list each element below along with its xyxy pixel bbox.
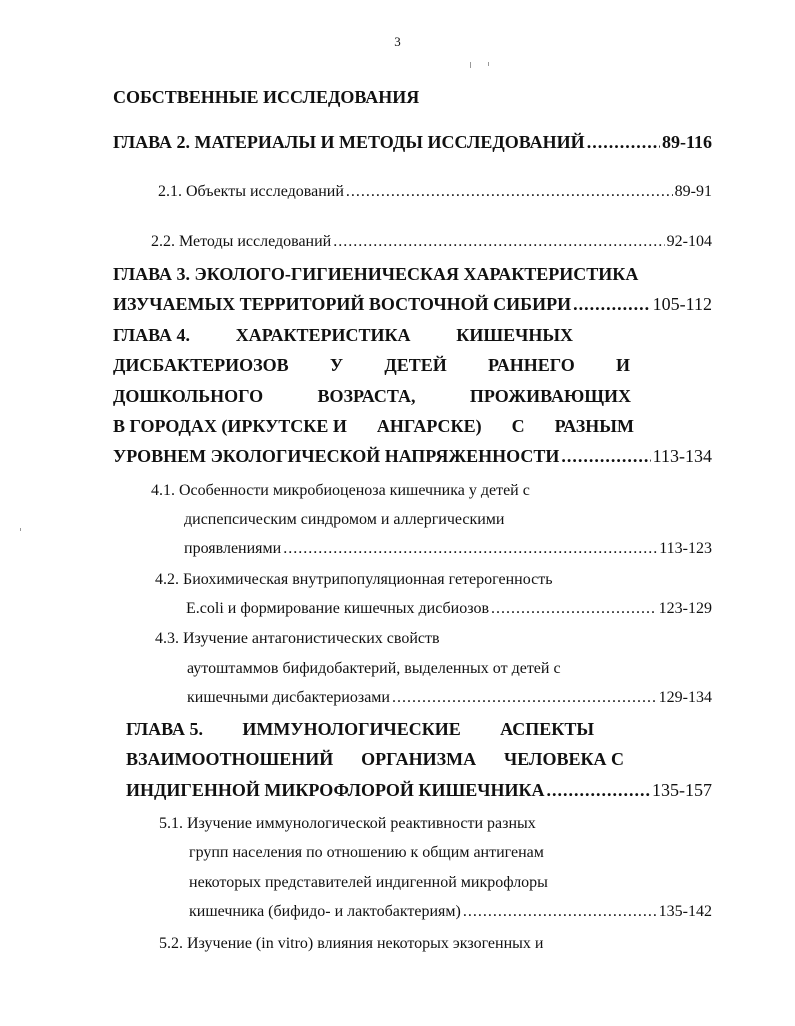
toc-chapter-4-line-3[interactable] (113, 386, 631, 407)
toc-section-2-2-title: 2.2. Методы исследований (151, 233, 332, 250)
toc-chapter-4-word: В ГОРОДАХ (ИРКУТСКЕ И (113, 416, 347, 436)
page-number: 3 (394, 34, 401, 49)
toc-section-4-3-pages: 129-134 (658, 689, 712, 706)
section-title: СОБСТВЕННЫЕ ИССЛЕДОВАНИЯ (113, 87, 420, 107)
toc-chapter-4-line-4[interactable] (113, 416, 634, 437)
toc-chapter-4-word: АНГАРСКЕ) (376, 416, 482, 436)
toc-chapter-3-pages: 105-112 (652, 294, 712, 314)
toc-chapter-4-word: ПРОЖИВАЮЩИХ (469, 386, 631, 406)
toc-section-4-2-pages: 123-129 (658, 600, 712, 617)
toc-section-4-3-line-2[interactable]: аутоштаммов бифидобактерий, выделенных от детей с (187, 660, 561, 677)
toc-section-4-1-line-1[interactable]: 4.1. Особенности микробиоценоза кишечника у детей с (151, 482, 530, 499)
toc-section-5-1-line-3[interactable]: некоторых представителей индигенной микрофлоры (189, 874, 548, 891)
toc-chapter-4-word: У (329, 355, 344, 375)
toc-chapter-4-word: ДЕТЕЙ (384, 355, 447, 375)
toc-section-4-2-line-1[interactable]: 4.2. Биохимическая внутрипопуляционная гетерогенность (155, 571, 553, 588)
toc-section-2-1[interactable] (158, 183, 712, 201)
toc-leader-dots (587, 132, 660, 153)
toc-chapter-4-line-1[interactable] (113, 325, 573, 346)
toc-chapter-4[interactable] (113, 446, 712, 467)
toc-chapter-2[interactable] (113, 132, 712, 153)
toc-chapter-5-word: ГЛАВА 5. (126, 719, 204, 739)
toc-section-4-3-title: кишечными дисбактериозами (187, 689, 390, 706)
scan-mark (488, 62, 489, 66)
toc-section-2-2[interactable] (151, 233, 712, 251)
toc-section-2-1-title: 2.1. Объекты исследований (158, 183, 344, 200)
toc-section-5-1-title: кишечника (бифидо- и лактобактериям) (189, 903, 461, 920)
toc-chapter-5-pages: 135-157 (652, 780, 712, 800)
toc-chapter-4-word: ВОЗРАСТА, (317, 386, 416, 406)
toc-leader-dots (346, 183, 673, 201)
toc-chapter-5-line-2[interactable] (126, 749, 624, 770)
scan-mark (470, 62, 471, 68)
toc-leader-dots (561, 446, 650, 467)
toc-chapter-4-title: УРОВНЕМ ЭКОЛОГИЧЕСКОЙ НАПРЯЖЕННОСТИ (113, 446, 560, 466)
toc-section-4-2-title: E.coli и формирование кишечных дисбиозов (186, 600, 490, 617)
toc-leader-dots (283, 540, 657, 558)
toc-chapter-3-line-1[interactable]: ГЛАВА 3. ЭКОЛОГО-ГИГИЕНИЧЕСКАЯ ХАРАКТЕРИСТИКА (113, 264, 639, 284)
toc-chapter-5[interactable] (126, 780, 712, 801)
toc-chapter-4-word: ГЛАВА 4. (113, 325, 191, 345)
toc-section-5-2-line-1[interactable]: 5.2. Изучение (in vitro) влияния некоторых экзогенных и (159, 935, 544, 952)
toc-chapter-4-pages: 113-134 (652, 446, 712, 466)
toc-chapter-4-word: РАЗНЫМ (554, 416, 634, 436)
toc-section-5-1-line-1[interactable]: 5.1. Изучение иммунологической реактивности разных (159, 815, 536, 832)
toc-chapter-4-word: И (615, 355, 630, 375)
toc-chapter-5-word: ВЗАИМООТНОШЕНИЙ (126, 749, 334, 769)
toc-section-4-3-line-1[interactable]: 4.3. Изучение антагонистических свойств (155, 630, 440, 647)
toc-chapter-5-word: ОРГАНИЗМА (361, 749, 477, 769)
toc-section-4-3[interactable] (187, 689, 712, 707)
toc-section-4-1-title: проявлениями (184, 540, 282, 557)
toc-chapter-5-word: ЧЕЛОВЕКА С (504, 749, 624, 769)
toc-leader-dots (547, 780, 651, 801)
toc-chapter-4-word: ДОШКОЛЬНОГО (113, 386, 264, 406)
toc-chapter-5-line-1[interactable] (126, 719, 594, 740)
toc-section-2-1-pages: 89-91 (674, 183, 712, 200)
toc-leader-dots (491, 600, 657, 618)
toc-chapter-4-word: КИШЕЧНЫХ (456, 325, 573, 345)
toc-section-5-1[interactable] (189, 903, 712, 921)
toc-chapter-4-word: С (511, 416, 525, 436)
toc-chapter-3-title: ИЗУЧАЕМЫХ ТЕРРИТОРИЙ ВОСТОЧНОЙ СИБИРИ (113, 294, 572, 314)
toc-section-4-1[interactable] (184, 540, 712, 558)
toc-chapter-2-pages: 89-116 (661, 132, 712, 152)
toc-section-5-1-line-2[interactable]: групп населения по отношению к общим антигенам (189, 844, 544, 861)
toc-chapter-4-line-2[interactable] (113, 355, 630, 376)
toc-section-4-2[interactable] (186, 600, 712, 618)
toc-leader-dots (392, 689, 657, 707)
toc-leader-dots (463, 903, 657, 921)
toc-chapter-3[interactable] (113, 294, 712, 315)
toc-section-4-1-line-2[interactable]: диспепсическим синдромом и аллергическими (184, 511, 505, 528)
toc-leader-dots (573, 294, 651, 315)
toc-chapter-5-title: ИНДИГЕННОЙ МИКРОФЛОРОЙ КИШЕЧНИКА (126, 780, 545, 800)
toc-chapter-5-word: АСПЕКТЫ (500, 719, 594, 739)
toc-section-5-1-pages: 135-142 (658, 903, 712, 920)
toc-chapter-4-word: РАННЕГО (488, 355, 575, 375)
scan-mark (20, 528, 21, 531)
toc-chapter-5-word: ИММУНОЛОГИЧЕСКИЕ (242, 719, 461, 739)
toc-chapter-4-word: ХАРАКТЕРИСТИКА (235, 325, 411, 345)
toc-chapter-4-word: ДИСБАКТЕРИОЗОВ (113, 355, 289, 375)
toc-chapter-2-title: ГЛАВА 2. МАТЕРИАЛЫ И МЕТОДЫ ИССЛЕДОВАНИЙ (113, 132, 585, 152)
toc-leader-dots (333, 233, 664, 251)
toc-section-2-2-pages: 92-104 (666, 233, 712, 250)
toc-section-4-1-pages: 113-123 (659, 540, 712, 557)
